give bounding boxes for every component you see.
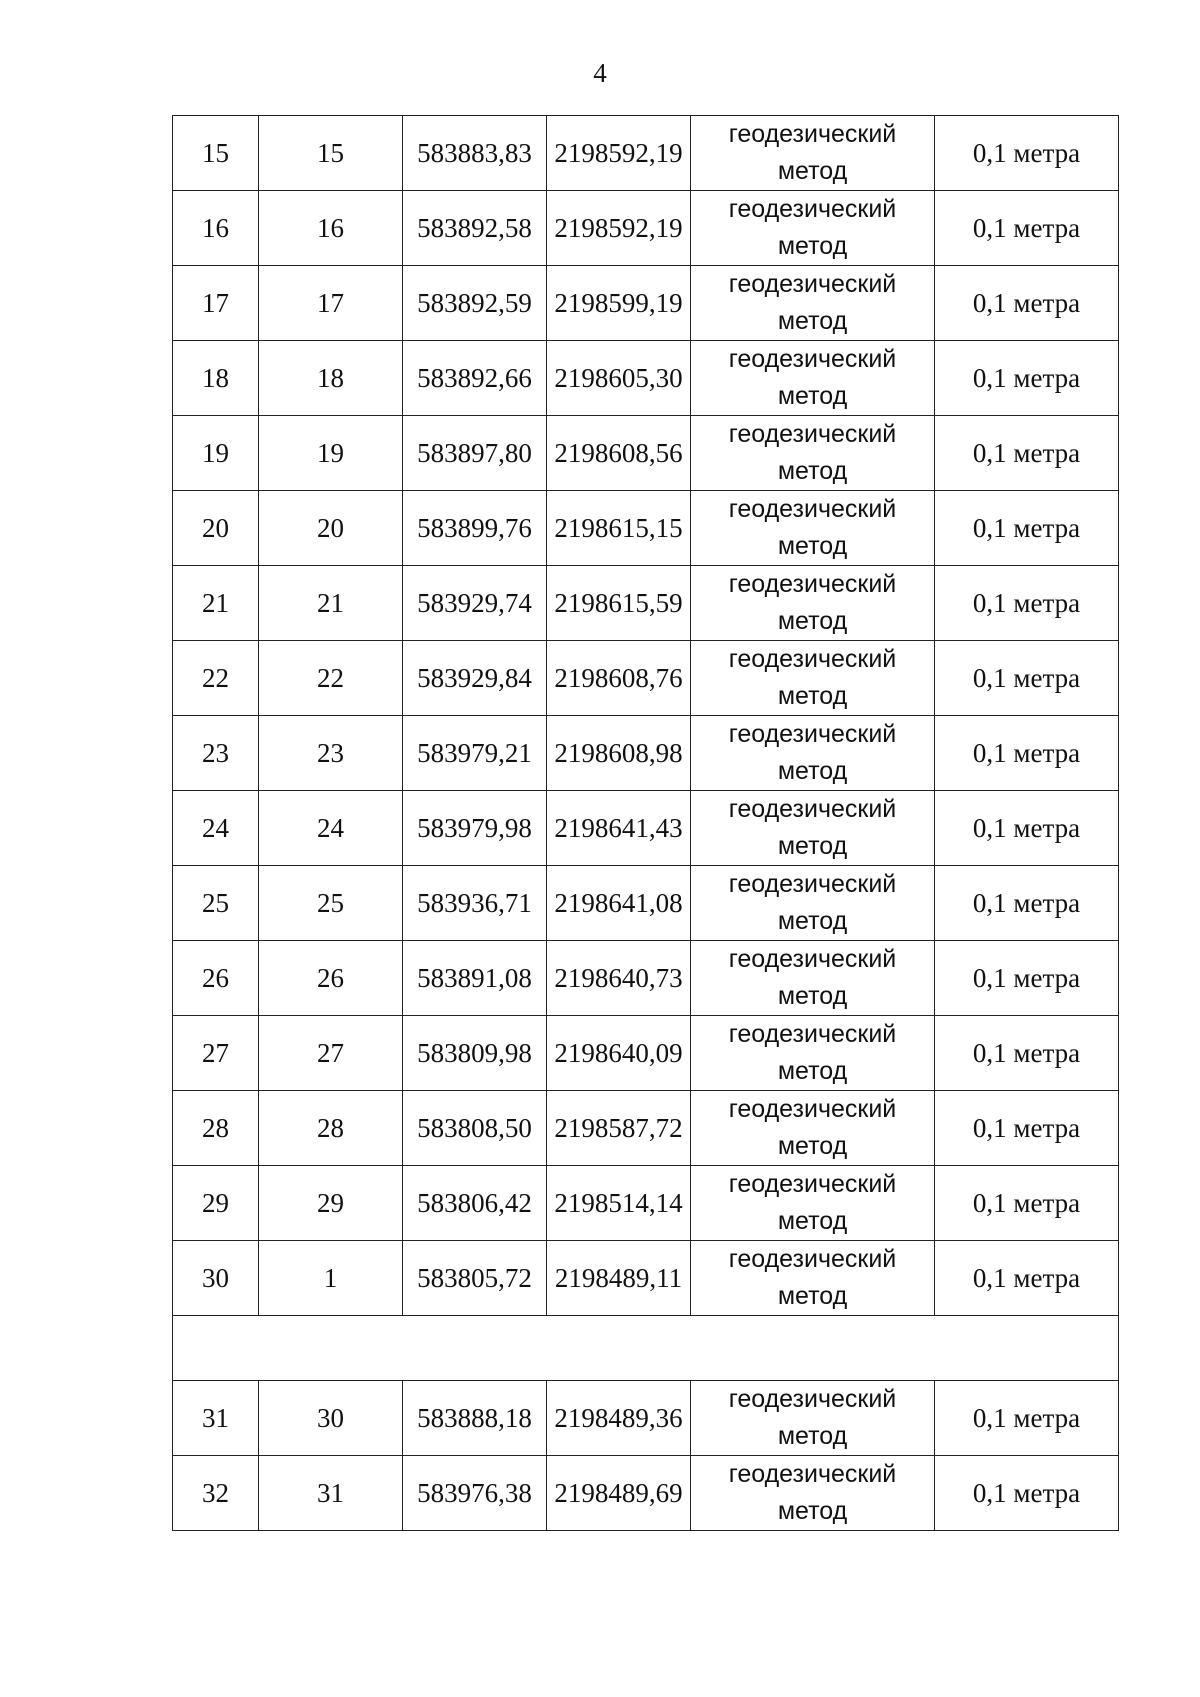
method-line-2: метод [777, 157, 848, 185]
method-cell [691, 341, 935, 416]
x-coordinate-cell: 583806,42 [403, 1166, 547, 1241]
method-cell [691, 266, 935, 341]
row-number-cell: 28 [173, 1091, 259, 1166]
separator-row [173, 1316, 1119, 1381]
method-line-2: метод [777, 1057, 848, 1085]
row-number-cell: 30 [173, 1241, 259, 1316]
method-cell [691, 941, 935, 1016]
method-cell [691, 1091, 935, 1166]
row-number-cell: 23 [173, 716, 259, 791]
row-number-cell: 24 [173, 791, 259, 866]
method-line-1: геодезический [728, 1020, 897, 1048]
row-number-cell: 22 [173, 641, 259, 716]
method-cell [691, 716, 935, 791]
table-row [173, 941, 1119, 1016]
table-row [173, 491, 1119, 566]
accuracy-cell: 0,1 метра [935, 1166, 1119, 1241]
method-line-1: геодезический [728, 1385, 897, 1413]
x-coordinate-cell: 583899,76 [403, 491, 547, 566]
x-coordinate-cell: 583979,21 [403, 716, 547, 791]
accuracy-cell: 0,1 метра [935, 1381, 1119, 1456]
method-line-1: геодезический [728, 495, 897, 523]
point-number-cell: 22 [259, 641, 403, 716]
point-number-cell: 30 [259, 1381, 403, 1456]
x-coordinate-cell: 583892,58 [403, 191, 547, 266]
method-line-2: метод [777, 907, 848, 935]
method-line-1: геодезический [728, 345, 897, 373]
method-cell [691, 116, 935, 191]
y-coordinate-cell: 2198599,19 [547, 266, 691, 341]
method-line-1: геодезический [728, 795, 897, 823]
accuracy-cell: 0,1 метра [935, 941, 1119, 1016]
method-cell [691, 491, 935, 566]
table-row [173, 866, 1119, 941]
method-line-1: геодезический [728, 270, 897, 298]
x-coordinate-cell: 583883,83 [403, 116, 547, 191]
coordinates-table-body [173, 116, 1119, 1531]
x-coordinate-cell: 583892,66 [403, 341, 547, 416]
point-number-cell: 17 [259, 266, 403, 341]
row-number-cell: 29 [173, 1166, 259, 1241]
row-number-cell: 32 [173, 1456, 259, 1531]
method-line-1: геодезический [728, 1460, 897, 1488]
method-line-1: геодезический [728, 1245, 897, 1273]
table-row [173, 1381, 1119, 1456]
method-line-2: метод [777, 757, 848, 785]
table-row [173, 1166, 1119, 1241]
point-number-cell: 29 [259, 1166, 403, 1241]
accuracy-cell: 0,1 метра [935, 191, 1119, 266]
row-number-cell: 17 [173, 266, 259, 341]
y-coordinate-cell: 2198489,69 [547, 1456, 691, 1531]
x-coordinate-cell: 583808,50 [403, 1091, 547, 1166]
row-number-cell: 26 [173, 941, 259, 1016]
x-coordinate-cell: 583976,38 [403, 1456, 547, 1531]
accuracy-cell: 0,1 метра [935, 1456, 1119, 1531]
accuracy-cell: 0,1 метра [935, 1016, 1119, 1091]
method-line-1: геодезический [728, 720, 897, 748]
table-row [173, 716, 1119, 791]
table-row [173, 266, 1119, 341]
method-line-2: метод [777, 382, 848, 410]
method-line-1: геодезический [728, 570, 897, 598]
point-number-cell: 19 [259, 416, 403, 491]
row-number-cell: 25 [173, 866, 259, 941]
accuracy-cell: 0,1 метра [935, 1091, 1119, 1166]
method-line-1: геодезический [728, 1095, 897, 1123]
accuracy-cell: 0,1 метра [935, 791, 1119, 866]
y-coordinate-cell: 2198592,19 [547, 191, 691, 266]
method-cell [691, 1241, 935, 1316]
y-coordinate-cell: 2198640,73 [547, 941, 691, 1016]
point-number-cell: 20 [259, 491, 403, 566]
accuracy-cell: 0,1 метра [935, 266, 1119, 341]
method-line-1: геодезический [728, 420, 897, 448]
method-line-2: метод [777, 832, 848, 860]
y-coordinate-cell: 2198641,43 [547, 791, 691, 866]
y-coordinate-cell: 2198608,56 [547, 416, 691, 491]
separator-cell [173, 1316, 1119, 1381]
table-row [173, 566, 1119, 641]
method-cell [691, 566, 935, 641]
point-number-cell: 1 [259, 1241, 403, 1316]
x-coordinate-cell: 583892,59 [403, 266, 547, 341]
x-coordinate-cell: 583929,84 [403, 641, 547, 716]
method-line-1: геодезический [728, 120, 897, 148]
row-number-cell: 19 [173, 416, 259, 491]
accuracy-cell: 0,1 метра [935, 716, 1119, 791]
point-number-cell: 27 [259, 1016, 403, 1091]
row-number-cell: 16 [173, 191, 259, 266]
y-coordinate-cell: 2198615,15 [547, 491, 691, 566]
accuracy-cell: 0,1 метра [935, 1241, 1119, 1316]
y-coordinate-cell: 2198514,14 [547, 1166, 691, 1241]
method-line-2: метод [777, 532, 848, 560]
x-coordinate-cell: 583979,98 [403, 791, 547, 866]
point-number-cell: 26 [259, 941, 403, 1016]
method-line-2: метод [777, 232, 848, 260]
y-coordinate-cell: 2198640,09 [547, 1016, 691, 1091]
x-coordinate-cell: 583897,80 [403, 416, 547, 491]
x-coordinate-cell: 583809,98 [403, 1016, 547, 1091]
method-cell [691, 641, 935, 716]
y-coordinate-cell: 2198587,72 [547, 1091, 691, 1166]
accuracy-cell: 0,1 метра [935, 866, 1119, 941]
method-line-2: метод [777, 607, 848, 635]
accuracy-cell: 0,1 метра [935, 116, 1119, 191]
table-row [173, 1241, 1119, 1316]
point-number-cell: 24 [259, 791, 403, 866]
method-cell [691, 191, 935, 266]
method-line-1: геодезический [728, 645, 897, 673]
method-cell [691, 1016, 935, 1091]
point-number-cell: 16 [259, 191, 403, 266]
method-line-2: метод [777, 1132, 848, 1160]
row-number-cell: 20 [173, 491, 259, 566]
method-cell [691, 1456, 935, 1531]
method-line-1: геодезический [728, 195, 897, 223]
table-row [173, 1091, 1119, 1166]
method-line-1: геодезический [728, 945, 897, 973]
method-line-2: метод [777, 1422, 848, 1450]
method-line-2: метод [777, 1497, 848, 1525]
x-coordinate-cell: 583805,72 [403, 1241, 547, 1316]
accuracy-cell: 0,1 метра [935, 416, 1119, 491]
table-row [173, 341, 1119, 416]
table-row [173, 641, 1119, 716]
accuracy-cell: 0,1 метра [935, 566, 1119, 641]
accuracy-cell: 0,1 метра [935, 641, 1119, 716]
accuracy-cell: 0,1 метра [935, 491, 1119, 566]
y-coordinate-cell: 2198489,36 [547, 1381, 691, 1456]
y-coordinate-cell: 2198489,11 [547, 1241, 691, 1316]
method-line-2: метод [777, 1282, 848, 1310]
method-cell [691, 1381, 935, 1456]
method-cell [691, 1166, 935, 1241]
coordinates-table [172, 115, 1119, 1531]
method-cell [691, 416, 935, 491]
method-line-1: геодезический [728, 870, 897, 898]
table-row [173, 116, 1119, 191]
page-number: 4 [593, 58, 607, 88]
x-coordinate-cell: 583888,18 [403, 1381, 547, 1456]
method-cell [691, 866, 935, 941]
y-coordinate-cell: 2198605,30 [547, 341, 691, 416]
row-number-cell: 21 [173, 566, 259, 641]
accuracy-cell: 0,1 метра [935, 341, 1119, 416]
table-row [173, 416, 1119, 491]
y-coordinate-cell: 2198615,59 [547, 566, 691, 641]
y-coordinate-cell: 2198608,98 [547, 716, 691, 791]
method-cell [691, 791, 935, 866]
point-number-cell: 28 [259, 1091, 403, 1166]
point-number-cell: 31 [259, 1456, 403, 1531]
method-line-1: геодезический [728, 1170, 897, 1198]
y-coordinate-cell: 2198608,76 [547, 641, 691, 716]
row-number-cell: 27 [173, 1016, 259, 1091]
table-row [173, 1016, 1119, 1091]
method-line-2: метод [777, 682, 848, 710]
row-number-cell: 18 [173, 341, 259, 416]
x-coordinate-cell: 583929,74 [403, 566, 547, 641]
method-line-2: метод [777, 457, 848, 485]
y-coordinate-cell: 2198592,19 [547, 116, 691, 191]
method-line-2: метод [777, 1207, 848, 1235]
table-row [173, 1456, 1119, 1531]
point-number-cell: 15 [259, 116, 403, 191]
point-number-cell: 23 [259, 716, 403, 791]
table-row [173, 191, 1119, 266]
row-number-cell: 31 [173, 1381, 259, 1456]
x-coordinate-cell: 583891,08 [403, 941, 547, 1016]
table-row [173, 791, 1119, 866]
method-line-2: метод [777, 982, 848, 1010]
point-number-cell: 18 [259, 341, 403, 416]
point-number-cell: 21 [259, 566, 403, 641]
x-coordinate-cell: 583936,71 [403, 866, 547, 941]
point-number-cell: 25 [259, 866, 403, 941]
method-line-2: метод [777, 307, 848, 335]
y-coordinate-cell: 2198641,08 [547, 866, 691, 941]
row-number-cell: 15 [173, 116, 259, 191]
